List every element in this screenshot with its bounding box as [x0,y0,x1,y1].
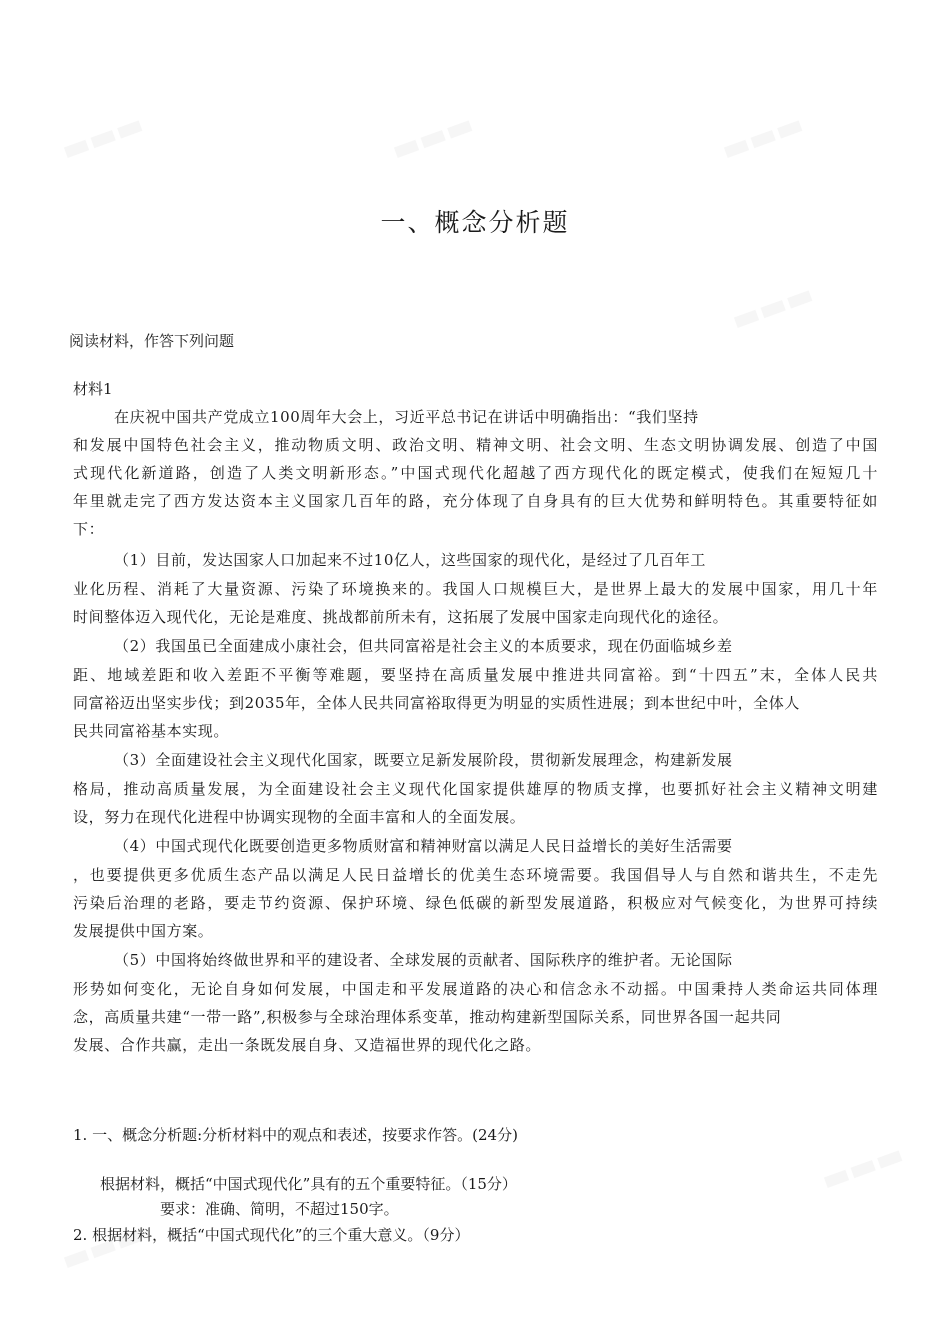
material-label: 材料1 [73,380,113,398]
material-line: 形势如何变化，无论自身如何发展，中国走和平发展道路的决心和信念永不动摇。中国秉持人类命运共同体理 [73,980,878,998]
material-line: 和发展中国特色社会主义，推动物质文明、政治文明、精神文明、社会文明、生态文明协调发展、创造了中国 [73,436,878,454]
watermark [717,107,809,169]
material-line: （4）中国式现代化既要创造更多物质财富和精神财富以满足人民日益增长的美好生活需要 [114,837,733,855]
question-1: 1. 一、概念分析题:分析材料中的观点和表述，按要求作答。(24分) [73,1126,518,1144]
watermark [817,1137,909,1199]
page-title: 一、概念分析题 [380,208,570,237]
material-line: 格局，推动高质量发展，为全面建设社会主义现代化国家提供雄厚的物质支撑，也要抓好社会主义精神文明建 [73,780,878,798]
material-line: 在庆祝中国共产党成立100周年大会上，习近平总书记在讲话中明确指出：“我们坚持 [114,408,699,426]
material-line: 式现代化新道路，创造了人类文明新形态。”中国式现代化超越了西方现代化的既定模式，使我们在短短几十 [73,464,878,482]
instruction: 阅读材料，作答下列问题 [69,332,235,350]
material-line: 下： [73,520,105,538]
material-line: 发展提供中国方案。 [73,922,214,940]
material-line: 业化历程、消耗了大量资源、污染了环境换来的。我国人口规模巨大，是世界上最大的发展中国家，用几十年 [73,580,878,598]
material-line: （3）全面建设社会主义现代化国家，既要立足新发展阶段，贯彻新发展理念，构建新发展 [114,751,733,769]
material-line: 年里就走完了西方发达资本主义国家几百年的路，充分体现了自身具有的巨大优势和鲜明特色。其重要特征如 [73,492,878,510]
material-line: 发展、合作共赢，走出一条既发展自身、又造福世界的现代化之路。 [73,1036,542,1054]
question-1-sub: 根据材料，概括“中国式现代化”具有的五个重要特征。（15分） [100,1175,517,1193]
material-line: 念，高质量共建“一带一路”,积极参与全球治理体系变革，推动构建新型国际关系，同世界各国一起共同 [73,1008,782,1026]
watermark [387,107,479,169]
material-line: 污染后治理的老路，要走节约资源、保护环境、绿色低碳的新型发展道路，积极应对气候变化，为世界可持续 [73,894,878,912]
material-line: （1）目前，发达国家人口加起来不过10亿人，这些国家的现代化，是经过了几百年工 [114,551,707,569]
material-line: 设，努力在现代化进程中协调实现物的全面丰富和人的全面发展。 [73,808,526,826]
question-2: 2. 根据材料，概括“中国式现代化”的三个重大意义。（9分） [73,1226,470,1244]
material-line: （5）中国将始终做世界和平的建设者、全球发展的贡献者、国际秩序的维护者。无论国际 [114,951,733,969]
material-line: 同富裕迈出坚实步伐；到2035年，全体人民共同富裕取得更为明显的实质性进展；到本世纪中叶，全体人 [73,694,800,712]
material-line: 民共同富裕基本实现。 [73,722,230,740]
watermark [57,107,149,169]
material-line: 距、地域差距和收入差距不平衡等难题，要坚持在高质量发展中推进共同富裕。到“十四五”末，全体人民共 [73,666,878,684]
question-1-requirement: 要求：准确、简明，不超过150字。 [160,1200,399,1218]
watermark [727,277,819,339]
material-line: 时间整体迈入现代化，无论是难度、挑战都前所未有，这拓展了发展中国家走向现代化的途径。 [73,608,729,626]
material-line: ，也要提供更多优质生态产品以满足人民日益增长的优美生态环境需要。我国倡导人与自然和谐共生，不走先 [73,866,878,884]
material-line: （2）我国虽已全面建成小康社会，但共同富裕是社会主义的本质要求，现在仍面临城乡差 [114,637,733,655]
